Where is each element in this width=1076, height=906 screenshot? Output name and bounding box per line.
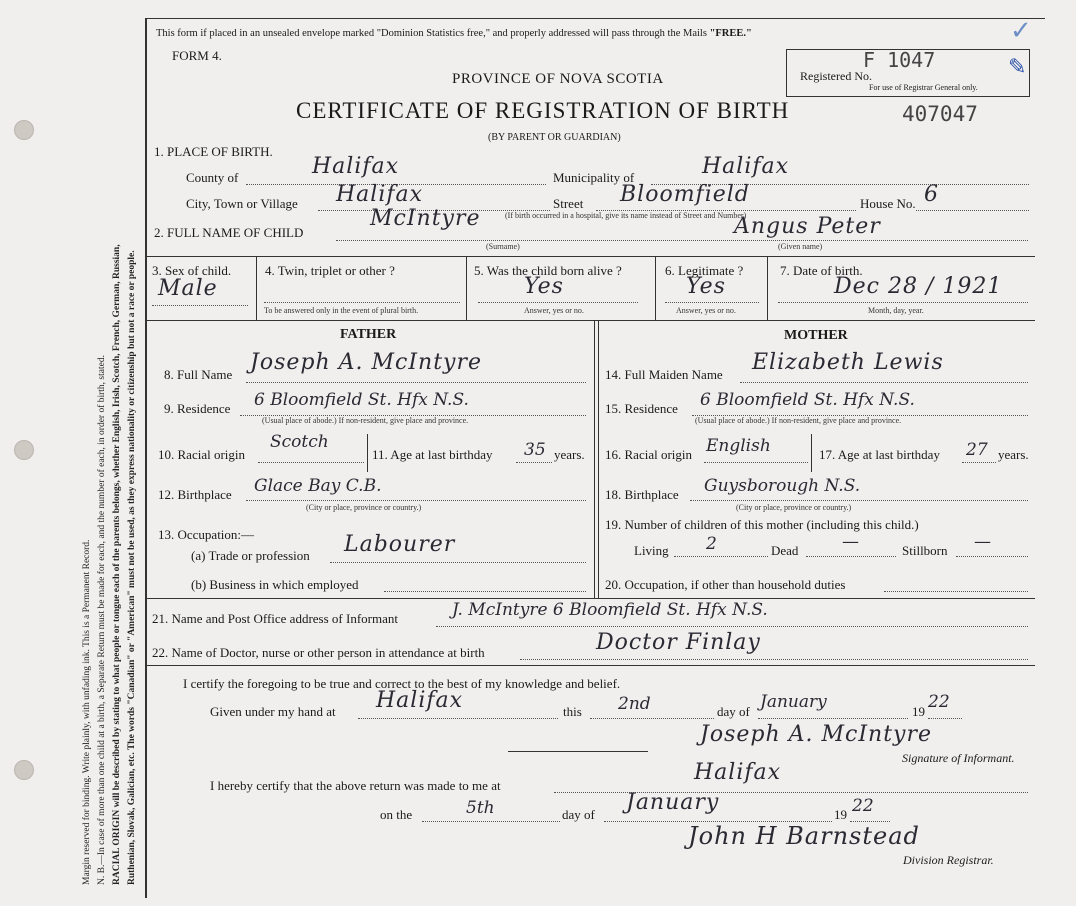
- city-label: City, Town or Village: [186, 196, 298, 211]
- father-birthplace-note: (City or place, province or country.): [306, 503, 422, 512]
- registrar-place: Halifax: [694, 760, 782, 785]
- legitimate-note: Answer, yes or no.: [676, 306, 736, 315]
- mother-years: years.: [998, 447, 1029, 462]
- street-value: Bloomfield: [620, 182, 750, 207]
- registrar-day-of-label: day of: [562, 807, 595, 822]
- dob-label: 7. Date of birth.: [780, 263, 863, 278]
- twin-label: 4. Twin, triplet or other ?: [265, 263, 395, 278]
- on-the-label: on the: [380, 807, 413, 822]
- informant-signature: Joseph A. McIntyre: [700, 722, 933, 747]
- registrar-use-note: For use of Registrar General only.: [869, 83, 978, 92]
- dob-note: Month, day, year.: [868, 306, 924, 315]
- living-value: 2: [706, 534, 717, 554]
- certify-statement: I certify the foregoing to be true and correct to the best of my knowledge and belief.: [183, 676, 621, 691]
- doctor-value: Doctor Finlay: [596, 630, 761, 655]
- frame-top: [145, 18, 1045, 19]
- margin-note-binding: Margin reserved for binding. Write plainly, with unfading ink. This is a Permanent Record.: [82, 539, 92, 885]
- mail-notice: This form if placed in an unsealed envelope marked "Dominion Statistics free," and properly addressed will pass through the Mails "FREE.": [156, 28, 752, 39]
- frame-left: [145, 18, 147, 898]
- dead-value: —: [842, 532, 859, 552]
- alive-value: Yes: [524, 274, 564, 299]
- business-label: (b) Business in which employed: [191, 577, 359, 592]
- mother-birthplace: Guysborough N.S.: [704, 476, 861, 496]
- given-year-prefix: 19: [912, 704, 925, 719]
- child-surname: McIntyre: [370, 206, 481, 231]
- child-name-label: 2. FULL NAME OF CHILD: [154, 225, 304, 240]
- hospital-note: (If birth occurred in a hospital, give its name instead of Street and Number): [505, 211, 747, 220]
- pen-mark-icon: ✎: [1008, 54, 1027, 79]
- father-heading: FATHER: [340, 327, 397, 342]
- county-label: County of: [186, 170, 239, 185]
- father-race-label: 10. Racial origin: [158, 447, 246, 462]
- house-value: 6: [924, 182, 939, 207]
- mother-residence: 6 Bloomfield St. Hfx N.S.: [700, 390, 915, 410]
- registered-value: F 1047: [863, 48, 936, 72]
- subtitle: (BY PARENT OR GUARDIAN): [488, 132, 621, 143]
- legitimate-value: Yes: [686, 274, 726, 299]
- county-value: Halifax: [312, 154, 400, 179]
- mother-residence-label: 15. Residence: [605, 401, 678, 416]
- city-value: Halifax: [336, 182, 424, 207]
- given-place: Halifax: [376, 688, 464, 713]
- form-number: FORM 4.: [172, 48, 222, 63]
- municipality-label: Municipality of: [553, 170, 635, 185]
- twin-note: To be answered only in the event of plural birth.: [264, 306, 419, 315]
- registrar-year-prefix: 19: [834, 807, 847, 822]
- province-heading: PROVINCE OF NOVA SCOTIA: [452, 71, 664, 87]
- mother-name-label: 14. Full Maiden Name: [605, 367, 723, 382]
- page-title: CERTIFICATE OF REGISTRATION OF BIRTH: [296, 98, 790, 123]
- mother-birthplace-note: (City or place, province or country.): [736, 503, 852, 512]
- mother-occupation-label: 20. Occupation, if other than household duties: [605, 577, 846, 592]
- trade-value: Labourer: [344, 532, 456, 557]
- binding-hole: [14, 760, 34, 780]
- children-count-label: 19. Number of children of this mother (including this child.): [605, 517, 919, 532]
- informant-label: 21. Name and Post Office address of Informant: [152, 611, 398, 626]
- father-age-label: 11. Age at last birthday: [372, 447, 493, 462]
- alive-note: Answer, yes or no.: [524, 306, 584, 315]
- given-day-of-label: day of: [717, 704, 750, 719]
- street-label: Street: [553, 196, 584, 211]
- father-name: Joseph A. McIntyre: [250, 350, 483, 375]
- child-given-name: Angus Peter: [734, 214, 881, 239]
- check-mark-icon: ✓: [1010, 16, 1032, 45]
- registered-label: Registered No.: [800, 69, 872, 83]
- father-residence: 6 Bloomfield St. Hfx N.S.: [254, 390, 469, 410]
- mother-residence-note: (Usual place of abode.) If non-resident, give place and province.: [695, 416, 902, 425]
- registrar-caption: Division Registrar.: [903, 853, 994, 867]
- signature-caption: Signature of Informant.: [902, 751, 1015, 765]
- municipality-value: Halifax: [702, 154, 790, 179]
- parents-divider: [594, 321, 595, 598]
- registrar-statement: I hereby certify that the above return was made to me at: [210, 778, 501, 793]
- father-residence-label: 9. Residence: [164, 401, 231, 416]
- given-year: 22: [928, 692, 950, 712]
- mother-name: Elizabeth Lewis: [752, 350, 944, 375]
- dob-value: Dec 28 / 1921: [834, 274, 1003, 299]
- house-label: House No.: [860, 196, 916, 211]
- living-label: Living: [634, 543, 669, 558]
- alive-label: 5. Was the child born alive ?: [474, 263, 622, 278]
- this-label: this: [563, 704, 582, 719]
- surname-caption: (Surname): [486, 242, 520, 251]
- margin-note-racial-origin-2: Ruthenian, Slovak, Galician, etc. The words "Canadian" or "American" must not be used, as they express nationality or citizenship but not a race or people.: [127, 250, 137, 885]
- binding-hole: [14, 120, 34, 140]
- father-race: Scotch: [270, 432, 329, 452]
- mother-age: 27: [966, 440, 988, 460]
- registrar-month: January: [626, 790, 720, 815]
- sex-label: 3. Sex of child.: [152, 263, 232, 278]
- trade-label: (a) Trade or profession: [191, 548, 310, 563]
- father-age: 35: [524, 440, 546, 460]
- father-birthplace: Glace Bay C.B.: [254, 476, 382, 496]
- registrar-day: 5th: [466, 798, 495, 818]
- place-of-birth-label: 1. PLACE OF BIRTH.: [154, 144, 273, 159]
- given-under-label: Given under my hand at: [210, 704, 336, 719]
- binding-hole: [14, 440, 34, 460]
- doctor-label: 22. Name of Doctor, nurse or other person in attendance at birth: [152, 645, 485, 660]
- mother-race-label: 16. Racial origin: [605, 447, 693, 462]
- mother-age-label: 17. Age at last birthday: [819, 447, 940, 462]
- stillborn-label: Stillborn: [902, 543, 948, 558]
- dead-label: Dead: [771, 543, 799, 558]
- father-years: years.: [554, 447, 585, 462]
- father-birthplace-label: 12. Birthplace: [158, 487, 232, 502]
- father-name-label: 8. Full Name: [164, 367, 233, 382]
- registrar-signature: John H Barnstead: [688, 822, 920, 850]
- legitimate-label: 6. Legitimate ?: [665, 263, 744, 278]
- mother-heading: MOTHER: [784, 328, 848, 343]
- margin-note-racial-origin: RACIAL ORIGIN will be described by stating to what people or tongue each of the parents belongs, whether English, Irish, Scotch, French, German, Russian,: [112, 244, 122, 885]
- sex-value: Male: [158, 276, 218, 301]
- mother-race: English: [706, 436, 771, 456]
- registered-number-box: [786, 49, 1030, 97]
- stillborn-value: —: [974, 532, 991, 552]
- occupation-label: 13. Occupation:—: [158, 527, 255, 542]
- father-residence-note: (Usual place of abode.) If non-resident, give place and province.: [262, 416, 469, 425]
- mother-birthplace-label: 18. Birthplace: [605, 487, 679, 502]
- given-day: 2nd: [618, 694, 651, 714]
- informant-value: J. McIntyre 6 Bloomfield St. Hfx N.S.: [452, 600, 768, 620]
- given-name-caption: (Given name): [778, 242, 823, 251]
- registrar-year: 22: [852, 796, 874, 816]
- given-month: January: [760, 692, 827, 712]
- stamp-number: 407047: [902, 102, 978, 126]
- margin-note-multiple-birth: N. B.—In case of more than one child at a birth, a Separate Return must be made for each, and the number of each, in order of birth, stated.: [97, 355, 107, 885]
